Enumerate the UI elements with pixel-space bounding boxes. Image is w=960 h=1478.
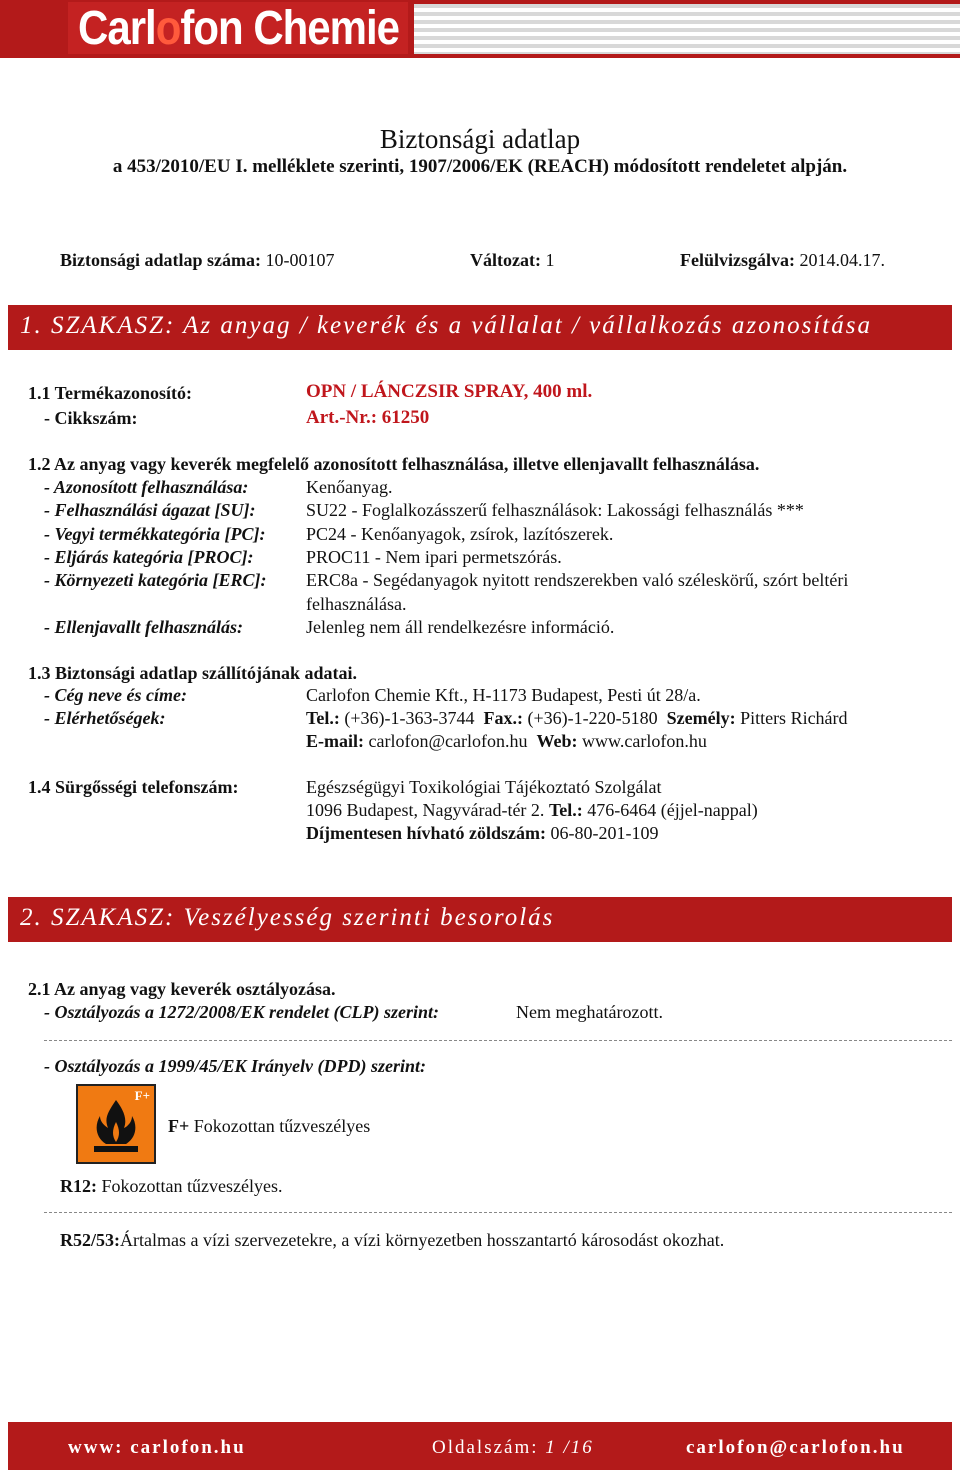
version: Változat: 1 [470, 250, 555, 270]
flame-hazard-icon: F+ [76, 1084, 156, 1164]
footer-web: www: carlofon.hu [68, 1437, 246, 1458]
contact-phone-fax: Tel.: (+36)-1-363-3744 Fax.: (+36)-1-220-5180 Személy: Pitters Richárd [306, 708, 848, 728]
emergency-line3: Díjmentesen hívható zöldszám: 06-80-201-109 [306, 823, 659, 843]
use-value: SU22 - Foglalkozásszerű felhasználások: Lakossági felhasználás *** [306, 500, 804, 520]
divider [44, 1212, 952, 1213]
use-label: - Azonosított felhasználása: [44, 477, 249, 497]
company-logo [68, 2, 408, 54]
section13-heading: 1.3 Biztonsági adatlap szállítójának adatai. [28, 663, 358, 683]
product-identifier-label: 1.1 Termékazonosító: [28, 383, 192, 403]
document-title: Biztonsági adatlap [379, 124, 581, 154]
clp-value: Nem meghatározott. [516, 1002, 663, 1022]
section1-title: 1. SZAKASZ: Az anyag / keverék és a vállalat / vállalkozás azonosítása [20, 312, 872, 339]
use-value: Jelenleg nem áll rendelkezésre információ. [306, 617, 615, 637]
r5253-phrase: R52/53:Ártalmas a vízi szervezetekre, a vízi környezetben hosszantartó károsodást okozhat. [60, 1230, 725, 1250]
use-value: felhasználása. [306, 594, 407, 614]
section21-heading: 2.1 Az anyag vagy keverék osztályozása. [28, 979, 336, 999]
emergency-label: 1.4 Sürgősségi telefonszám: [28, 777, 239, 797]
emergency-line1: Egészségügyi Toxikológiai Tájékoztató Szolgálat [306, 777, 662, 797]
use-label: - Ellenjavallt felhasználás: [44, 617, 244, 637]
article-number-label: - Cikkszám: [44, 408, 138, 428]
hazard-description: F+ Fokozottan tűzveszélyes [168, 1116, 371, 1136]
company-value: Carlofon Chemie Kft., H-1173 Budapest, Pesti út 28/a. [306, 685, 701, 705]
emergency-line2: 1096 Budapest, Nagyvárad-tér 2. Tel.: 476-6464 (éjjel-nappal) [306, 800, 758, 820]
section12-heading: 1.2 Az anyag vagy keverék megfelelő azonosított felhasználása, illetve ellenjavallt felhasználása. [28, 454, 760, 474]
footer-email: carlofon@carlofon.hu [686, 1437, 905, 1458]
company-label: - Cég neve és címe: [44, 685, 187, 705]
use-label: - Felhasználási ágazat [SU]: [44, 500, 256, 520]
document-subtitle: a 453/2010/EU I. melléklete szerinti, 1907/2006/EK (REACH) módosított rendeletet alpján. [112, 156, 848, 177]
use-label: - Vegyi termékkategória [PC]: [44, 524, 266, 544]
header-stripes [414, 4, 960, 54]
use-label: - Környezeti kategória [ERC]: [44, 570, 267, 590]
footer-page: Oldalszám: 1 /16 [432, 1437, 594, 1458]
use-label: - Eljárás kategória [PROC]: [44, 547, 254, 567]
use-value: Kenőanyag. [306, 477, 393, 497]
clp-label: - Osztályozás a 1272/2008/EK rendelet (CLP) szerint: [44, 1002, 439, 1022]
contact-email-web: E-mail: carlofon@carlofon.hu Web: www.carlofon.hu [306, 731, 707, 751]
sds-number: Biztonsági adatlap száma: 10-00107 [60, 250, 335, 270]
r12-phrase: R12: Fokozottan tűzveszélyes. [60, 1176, 283, 1196]
product-name: OPN / LÁNCZSIR SPRAY, 400 ml. [306, 381, 593, 402]
use-value: PC24 - Kenőanyagok, zsírok, lazítószerek. [306, 524, 614, 544]
revised-date: Felülvizsgálva: 2014.04.17. [680, 250, 885, 270]
section2-title: 2. SZAKASZ: Veszélyesség szerinti besorolás [20, 904, 555, 931]
divider [44, 1040, 952, 1041]
article-number: Art.-Nr.: 61250 [306, 407, 430, 428]
use-value: ERC8a - Segédanyagok nyitott rendszerekben való széleskörű, szórt beltéri [306, 570, 849, 590]
contact-label: - Elérhetőségek: [44, 708, 166, 728]
dpd-label: - Osztályozás a 1999/45/EK Irányelv (DPD) szerint: [44, 1056, 426, 1076]
use-value: PROC11 - Nem ipari permetszórás. [306, 547, 562, 567]
logo-text: Carlofon Chemie [78, 0, 400, 55]
